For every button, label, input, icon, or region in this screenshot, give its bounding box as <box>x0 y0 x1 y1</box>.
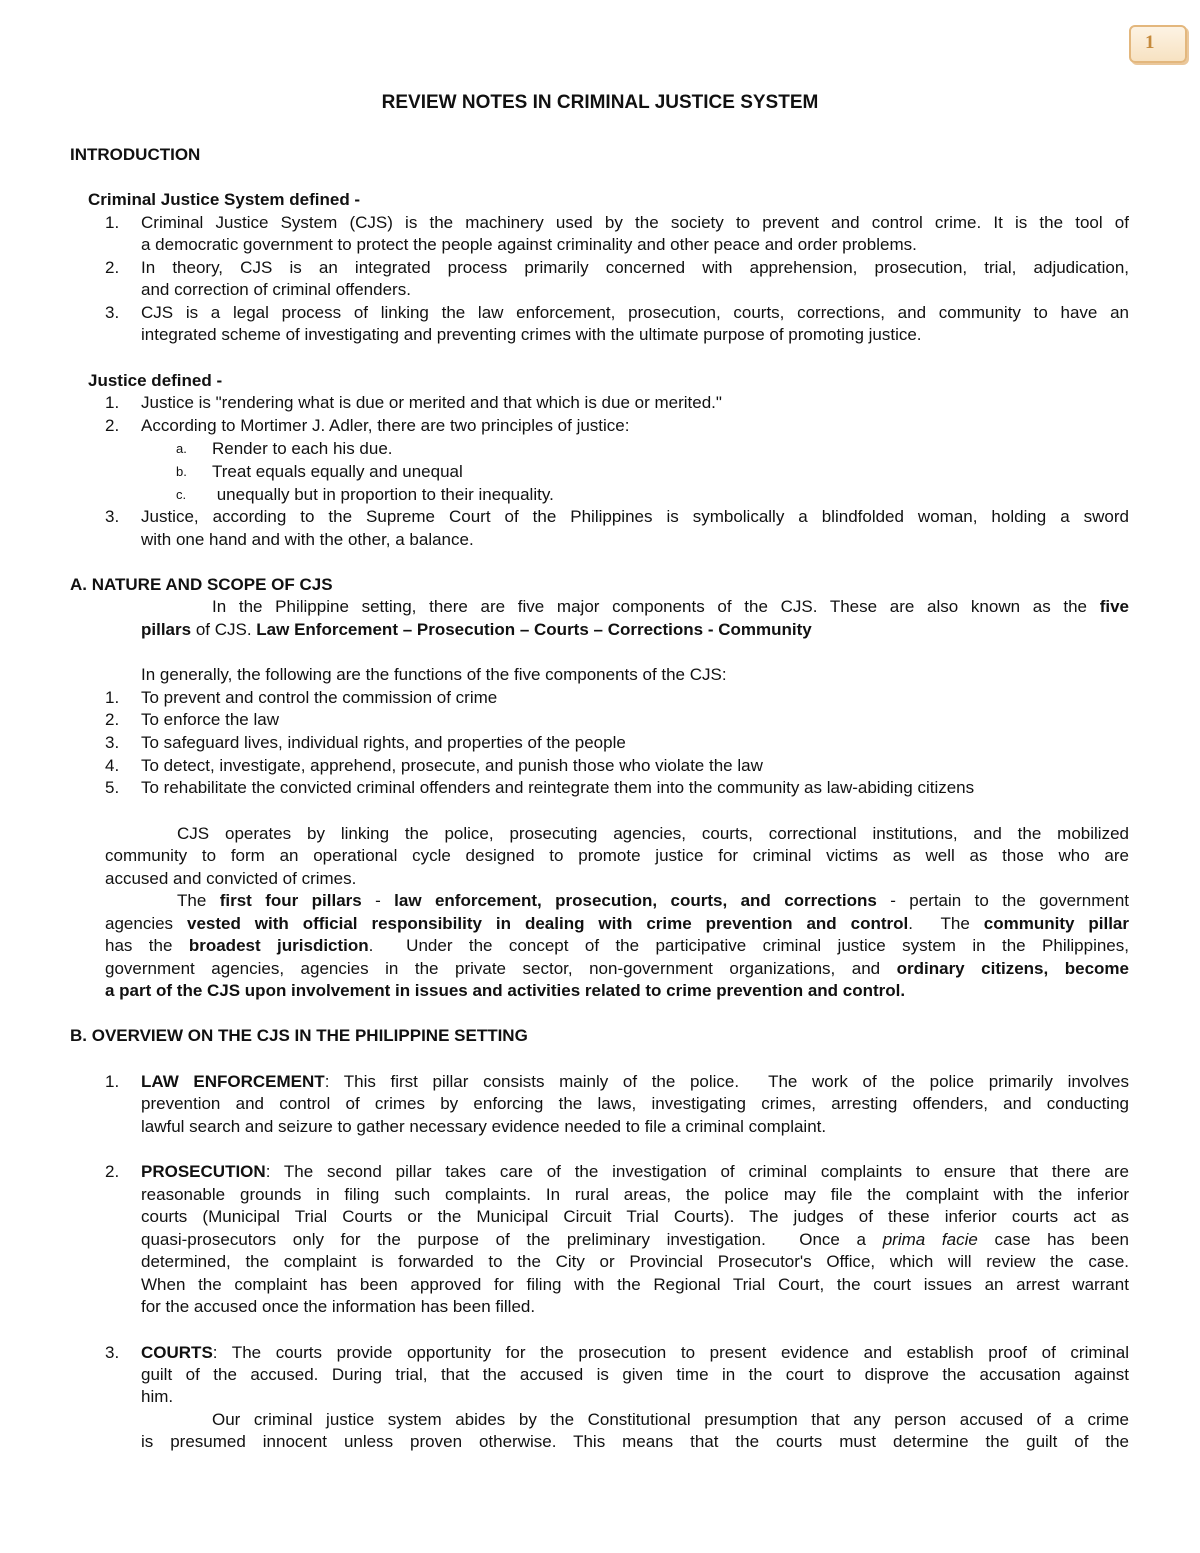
list-number: 2. <box>105 710 120 729</box>
list-number: 1. <box>105 213 120 232</box>
bold-run: community pillar <box>983 914 1130 933</box>
pillars-intro-line-2 <box>141 619 812 641</box>
five-pillars-list: Law Enforcement – Prosecution – Courts – Corrections - Community <box>256 620 812 639</box>
pillars-para-line-2 <box>105 913 1129 935</box>
cjs-defined-heading: Criminal Justice System defined - <box>88 190 361 209</box>
list-number: 3. <box>105 733 120 752</box>
text-run: of CJS. <box>191 620 257 639</box>
text-run: has the <box>105 936 189 955</box>
list-number: 5. <box>105 778 120 797</box>
bold-run: law enforcement, prosecution, courts, and corrections <box>394 891 877 910</box>
function-item: To enforce the law <box>141 710 279 729</box>
pillars-para-line-4 <box>105 958 1129 980</box>
cjs-def-2-line-1: In theory, CJS is an integrated process primarily concerned with apprehension, prosecution, trial, adjudication, <box>141 258 1129 277</box>
page-number: 1 <box>1145 32 1155 53</box>
text-run: . The <box>908 914 984 933</box>
function-item: To prevent and control the commission of crime <box>141 688 498 707</box>
pillars-intro-line-1 <box>212 596 1129 618</box>
pillar-label: LAW ENFORCEMENT <box>141 1072 325 1091</box>
list-number: 3. <box>105 1343 120 1362</box>
function-item: To rehabilitate the convicted criminal offenders and reintegrate them into the community as law-abiding citizens <box>141 778 975 797</box>
courts-line-4: Our criminal justice system abides by the Constitutional presumption that any person accused of a crime <box>212 1410 1129 1429</box>
text-run: case has been <box>977 1230 1130 1249</box>
list-number: 1. <box>105 688 120 707</box>
prosecution-line-4 <box>141 1229 1129 1251</box>
bold-run: five <box>1099 597 1129 616</box>
text-run: : This first pillar consists mainly of the police. The work of the police primarily involves <box>324 1072 1129 1091</box>
text-run: - <box>361 891 395 910</box>
text-run: quasi-prosecutors only for the purpose of the preliminary investigation. Once a <box>141 1230 883 1249</box>
pillars-para-line-3 <box>105 935 1129 957</box>
courts-line-3: him. <box>141 1387 174 1406</box>
cjs-operates-line-2: community to form an operational cycle designed to promote justice for criminal victims as well as those who are <box>105 846 1129 865</box>
list-number: 4. <box>105 756 120 775</box>
prosecution-line-1 <box>141 1161 1129 1183</box>
list-number: 3. <box>105 303 120 322</box>
cjs-def-3-line-2: integrated scheme of investigating and preventing crimes with the ultimate purpose of promoting justice. <box>141 325 922 344</box>
function-item: To safeguard lives, individual rights, and properties of the people <box>141 733 626 752</box>
function-item: To detect, investigate, apprehend, prosecute, and punish those who violate the law <box>141 756 763 775</box>
courts-line-2: guilt of the accused. During trial, that the accused is given time in the court to disprove the accusation against <box>141 1365 1129 1384</box>
list-number: 3. <box>105 507 120 526</box>
justice-defined-heading: Justice defined - <box>88 371 223 390</box>
cjs-def-1-line-1: Criminal Justice System (CJS) is the machinery used by the society to prevent and control crime. It is the tool of <box>141 213 1129 232</box>
prosecution-line-3: courts (Municipal Trial Courts or the Municipal Circuit Trial Courts). The judges of these inferior courts act as <box>141 1207 1129 1226</box>
pillar-label: PROSECUTION <box>141 1162 266 1181</box>
text-run: In the Philippine setting, there are five major components of the CJS. These are also known as the <box>212 597 1100 616</box>
cjs-operates-line-3: accused and convicted of crimes. <box>105 869 357 888</box>
justice-def-1: Justice is "rendering what is due or merited and that which is due or merited." <box>141 393 722 412</box>
text-run: - pertain to the government <box>876 891 1129 910</box>
list-number: 2. <box>105 416 120 435</box>
bold-run: vested with official responsibility in dealing with crime prevention and control <box>187 914 909 933</box>
bold-run: ordinary citizens, become <box>896 959 1129 978</box>
justice-def-2: According to Mortimer J. Adler, there are two principles of justice: <box>141 416 630 435</box>
section-b-heading: B. OVERVIEW ON THE CJS IN THE PHILIPPINE SETTING <box>70 1026 528 1045</box>
justice-principle-c: unequally but in proportion to their inequality. <box>212 485 554 504</box>
prosecution-line-5: determined, the complaint is forwarded to the City or Provincial Prosecutor's Office, which will review the case. <box>141 1252 1129 1271</box>
document-title: REVIEW NOTES IN CRIMINAL JUSTICE SYSTEM <box>381 92 819 113</box>
list-number: 1. <box>105 1072 120 1091</box>
sub-letter: a. <box>176 441 187 456</box>
introduction-heading: INTRODUCTION <box>70 145 201 164</box>
page-number-badge <box>1129 25 1187 63</box>
section-a-heading: A. NATURE AND SCOPE OF CJS <box>70 575 333 594</box>
cjs-operates-line-1: CJS operates by linking the police, prosecuting agencies, courts, correctional institutions, and the mobilized <box>177 824 1129 843</box>
sub-letter: c. <box>176 487 187 502</box>
justice-principle-b: Treat equals equally and unequal <box>212 462 463 481</box>
text-run: . Under the concept of the participative criminal justice system in the Philippines, <box>368 936 1129 955</box>
bold-run: first four pillars <box>219 891 362 910</box>
italic-run: prima facie <box>882 1230 978 1249</box>
cjs-def-2-line-2: and correction of criminal offenders. <box>141 280 411 299</box>
list-number: 2. <box>105 1162 120 1181</box>
prosecution-line-6: When the complaint has been approved for filing with the Regional Trial Court, the court issues an arrest warrant <box>141 1275 1129 1294</box>
cjs-def-3-line-1: CJS is a legal process of linking the law enforcement, prosecution, courts, corrections, and community to have an <box>141 303 1129 322</box>
prosecution-line-7: for the accused once the information has been filled. <box>141 1297 536 1316</box>
pillar-label: COURTS <box>141 1343 213 1362</box>
pillars-para-line-5: a part of the CJS upon involvement in issues and activities related to crime prevention and control. <box>105 981 906 1000</box>
text-run: : The second pillar takes care of the investigation of criminal complaints to ensure that there are <box>265 1162 1129 1181</box>
text-run: : The courts provide opportunity for the prosecution to present evidence and establish proof of criminal <box>212 1343 1129 1362</box>
bold-run: pillars <box>141 620 192 639</box>
law-enforcement-line-3: lawful search and seizure to gather necessary evidence needed to file a criminal complaint. <box>141 1117 827 1136</box>
text-run: agencies <box>105 914 187 933</box>
prosecution-line-2: reasonable grounds in filing such complaints. In rural areas, the police may file the complaint with the inferior <box>141 1185 1129 1204</box>
justice-principle-a: Render to each his due. <box>212 439 393 458</box>
justice-def-3-line-2: with one hand and with the other, a balance. <box>141 530 474 549</box>
law-enforcement-line-1 <box>141 1071 1129 1093</box>
pillars-para-line-1 <box>177 890 1129 912</box>
text-run: The <box>177 891 220 910</box>
sub-letter: b. <box>176 464 187 479</box>
law-enforcement-line-2: prevention and control of crimes by enforcing the laws, investigating crimes, arresting offenders, and conducting <box>141 1094 1129 1113</box>
courts-line-5: is presumed innocent unless proven otherwise. This means that the courts must determine the guilt of the <box>141 1432 1129 1451</box>
functions-intro: In generally, the following are the functions of the five components of the CJS: <box>141 665 727 684</box>
text-run: government agencies, agencies in the private sector, non-government organizations, and <box>105 959 897 978</box>
bold-run: broadest jurisdiction <box>188 936 369 955</box>
courts-line-1 <box>141 1342 1129 1364</box>
list-number: 1. <box>105 393 120 412</box>
list-number: 2. <box>105 258 120 277</box>
cjs-def-1-line-2: a democratic government to protect the people against criminality and other peace and order problems. <box>141 235 917 254</box>
justice-def-3-line-1: Justice, according to the Supreme Court of the Philippines is symbolically a blindfolded woman, holding a sword <box>141 507 1129 526</box>
